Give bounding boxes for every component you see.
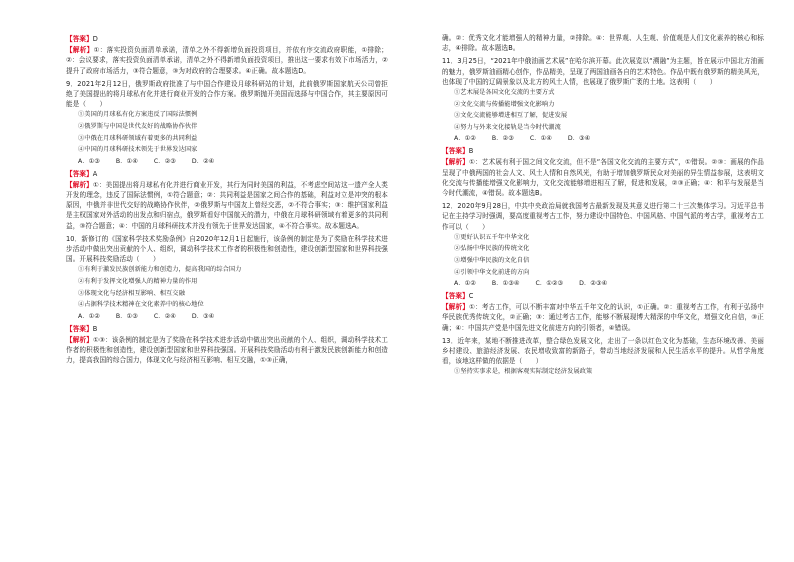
option-item: ①艺术展是各国文化交流的主要方式	[454, 89, 555, 97]
choice-d: D．③④	[567, 135, 591, 143]
question-9-stem: 9．2021年2月12日，俄罗斯政府批准了与中国合作建设月球科研站的计划，此前俄罗斯国家航天公司曾拒绝了美国提出的将月球私有化并进行商业开发的合作方案。俄罗斯抛开美国而选择与中国合作，其主要原因可能是（ ）	[66, 79, 388, 109]
option-item: ③体现文化与经济相互影响、相互交融	[78, 289, 185, 297]
choice-b: B．①③	[115, 312, 138, 320]
option-item: ④引领中华文化前进的方向	[454, 268, 530, 276]
choice-c: C．①④	[529, 135, 552, 143]
option-item: ②弘扬中华民族的传统文化	[454, 245, 530, 253]
choice-b: B．①④	[115, 157, 138, 165]
choice-c: C．②③	[153, 157, 176, 165]
question-10-stem: 10．新修订的《国家科学技术奖励条例》自2020年12月1日起施行，该条例的制定是为了奖励在科学技术进步活动中做出突出贡献的个人、组织，调动科学技术工作者的积极性和创造性，建设创新型国家和世界科技强国。开展科技奖励活动（ ）	[66, 234, 388, 264]
question-12-options	[442, 232, 764, 278]
choice-d: D．②④	[191, 157, 215, 165]
choice-c: C．②④	[153, 312, 176, 320]
choice-a: A．①③	[78, 157, 100, 165]
question-11-choices	[454, 133, 764, 145]
answer-line-9: 【答案】A	[66, 169, 98, 178]
answer-line-10: 【答案】B	[66, 324, 98, 333]
question-10-options	[66, 264, 388, 310]
right-column	[442, 33, 764, 378]
explanation-12: 【解析】①：考古工作，可以不断丰富对中华五千年文化的认识，①正确。②：重视考古工作，有利于弘扬中华民族优秀传统文化，②正确；③：通过考古工作，能够不断展现博大精深的中华文化，增强文化自信，③正确；④：中国共产党是中国先进文化前进方向的引领者，④错误。	[442, 303, 764, 332]
option-item: ④努力与外来文化接轨是当今时代潮流	[454, 123, 561, 131]
option-item: ④中国的月球科研技术领先于世界发达国家	[78, 146, 198, 154]
question-11-stem: 11．3月25日，“2021年中俄油画艺术展”在哈尔滨开幕。此次展览以“溯融”为主题，旨在展示中国北方油画的魅力，俄罗斯油画精心创作，作品精美，呈现了两国油画各自的艺术特色。作品中既有俄罗斯的精美风光，也体现了中国的辽阔景象以及北方的风土人情，也展现了俄罗斯广袤的土地。这表明（ ）	[442, 57, 764, 86]
option-item: ②俄罗斯与中国是世代友好的战略协作伙伴	[78, 123, 198, 131]
option-item: ①美国的月球私有化方案违反了国际法惯例	[78, 111, 198, 119]
explanation-10: 【解析】①③：该条例的制定是为了奖励在科学技术进步活动中做出突出贡献的个人、组织，调动科学技术工作者的积极性和创造性，建设创新型国家和世界科技强国。开展科技奖励活动有利于激发民族创新能力和创造力，提高我国的综合国力，体现文化与经济相互影响、相互交融，①③正确，	[66, 335, 388, 365]
question-9-choices	[78, 156, 388, 168]
answer-line-11: 【答案】B	[442, 147, 474, 156]
question-13-options	[442, 366, 764, 378]
answer-line-prev: 【答案】D	[66, 35, 98, 43]
option-item: ②有利于发挥文化增强人的精神力量的作用	[78, 278, 198, 286]
option-item: ④占据科学技术精神在文化素养中的核心地位	[78, 301, 204, 309]
choice-d: D．③④	[191, 312, 215, 320]
question-13-stem: 13．近年来，某地不断推进改革，整合绿色发展文化，走出了一条以红色文化为基础，生态环境改善、美丽乡村建设、旅游经济发展、农民增收致富的新路子，带动当地经济发展和人民生活水平的提升。从哲学角度看，该地这样做的依据是（ ）	[442, 336, 764, 366]
answer-line-12: 【答案】C	[442, 291, 474, 300]
explanation-9: 【解析】①：美国提出将月球私有化并进行商业开发，其行为同时美国的利益，不考虑空间站这一遗产全人类开发的理念，违反了国际法惯例，①符合题意；②：共同利益是国家之间合作的基础，利益对立是冲突的根本原因，中俄并非世代交好的战略协作伙伴，②俄罗斯与中国友上曾经交恶，②不符合事实；③：维护国家利益是主权国家对外活动的出发点和归宿点，俄罗斯看好中国航天的潜力，中俄在月球科研领域有着更多的共同利益，③符合题意；④：中国的月球科研技术并没有领先于世界发达国家，④不符合事实。故本题选A。	[66, 180, 389, 230]
choice-a: A．①②	[454, 280, 476, 288]
left-column	[66, 33, 388, 365]
option-item: ③中俄在月球科研领域有着更多的共同利益	[78, 134, 198, 142]
explanation-11: 【解析】①：艺术展有利于国之间文化交流，但不是“各国文化交流的主要方式”，①错误。②③：画展的作品呈现了中俄两国的社会人文、风土人情和自然风光，有助于增加俄罗斯民众对美丽的异生情益参展，这表明文化交流与传播能增强文化影响力，文化交流能够增进相互了解，促进和发展，②③正确；④：和平与发展是当今时代潮流，④错误。故本题选B。	[442, 158, 764, 197]
explanation-prev: 【解析】①：落实投资负面清单承诺，清单之外不得新增负面投资项目，并依有序交流政府职能，①排除；②：会议要求，落实投资负面清单承诺，清单之外不得新增负面投资项目，推出这一要求有效下市场活力，②提升了政府市场活力，③符合题意，③为对政府的合理要求。④正确。故本题选D。	[66, 46, 388, 75]
choice-b: B．①③④	[491, 280, 520, 288]
explanation-10-continued: 确。②：优秀文化才能增强人的精神力量，②排除。④：世界观、人生观、价值观是人们文化素养的核心和标志，④排除。故本题选B。	[442, 34, 764, 53]
option-item: ①有利于激发民族创新能力和创造力，提高我国的综合国力	[78, 266, 242, 274]
choice-c: C．①②③	[535, 280, 564, 288]
choice-d: D．②③④	[579, 280, 608, 288]
choice-b: B．②③	[491, 135, 514, 143]
option-item: ①更好认识五千年中华文化	[454, 233, 530, 241]
question-12-choices	[454, 278, 764, 290]
choice-a: A．①②	[454, 135, 476, 143]
question-9-options	[66, 109, 388, 155]
choice-a: A．①②	[78, 312, 100, 320]
option-item: ①坚持实事求是，根据客观实际制定经济发展政策	[454, 368, 593, 376]
option-item: ③增强中华民族的文化自信	[454, 257, 530, 264]
option-item: ③文化交流能够增进相互了解，促进发展	[454, 112, 568, 120]
question-10-choices	[78, 311, 388, 323]
question-11-options	[442, 87, 764, 133]
question-12-stem: 12．2020年9月28日，中共中央政治局就我国考古最新发现及其意义进行第二十三次集体学习。习近平总书记在主持学习时强调，要高度重视考古工作，努力建设中国特色、中国风格、中国气派的考古学，重视考古工作可以（ ）	[442, 202, 764, 231]
option-item: ②文化交流与传播能增强文化影响力	[454, 100, 555, 108]
